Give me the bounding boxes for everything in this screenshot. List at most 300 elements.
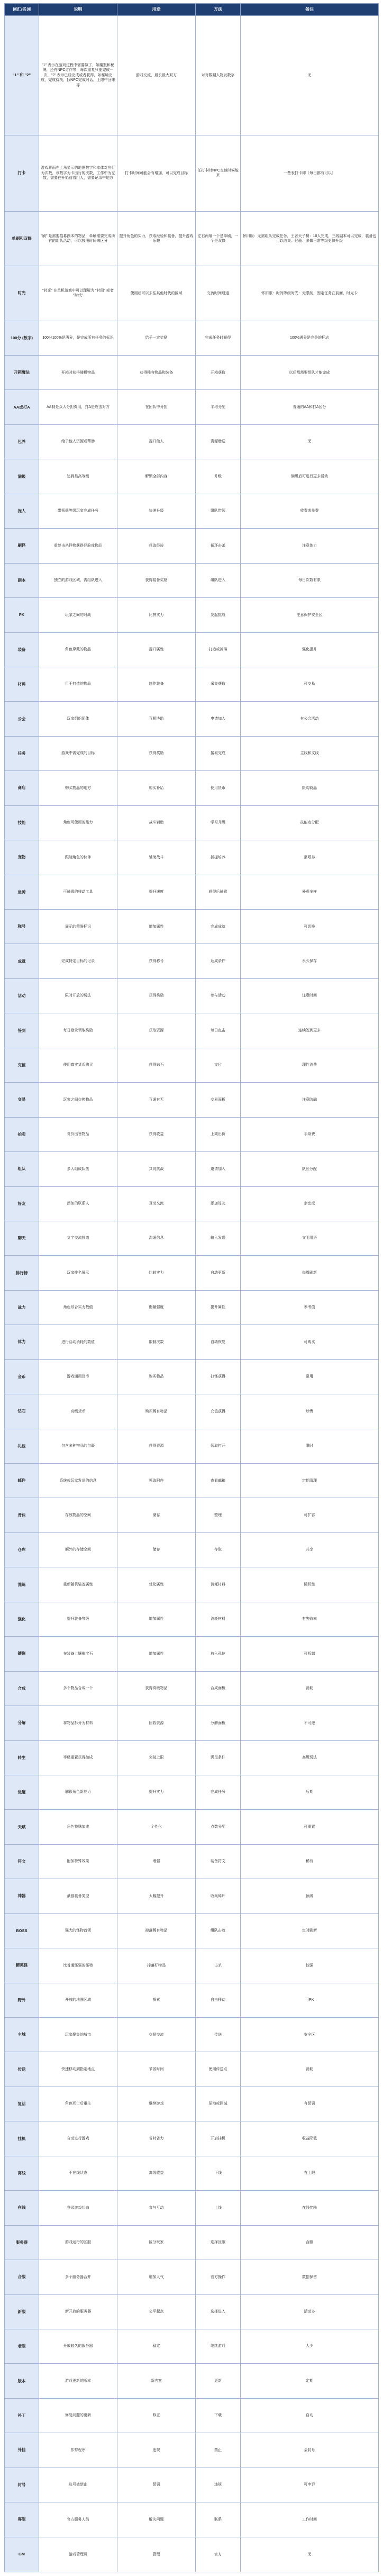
table-row bbox=[5, 424, 379, 459]
cell-method: 完成成就 bbox=[196, 910, 241, 944]
cell-note: 每日次数有限 bbox=[241, 563, 379, 597]
cell-method: 联系 bbox=[196, 2502, 241, 2537]
cell-note: 可购买 bbox=[241, 1325, 379, 1359]
cell-note: 高级玩法 bbox=[241, 1740, 379, 1775]
cell-method: 开启挂机 bbox=[196, 2121, 241, 2156]
cell-method: 组队进入 bbox=[196, 563, 241, 597]
cell-term: 分解 bbox=[5, 1706, 39, 1740]
cell-use: 解决问题 bbox=[117, 2502, 196, 2537]
cell-term: 仓库 bbox=[5, 1532, 39, 1567]
cell-method: 组队带领 bbox=[196, 494, 241, 528]
table-row bbox=[5, 1359, 379, 1394]
cell-note: 可扩容 bbox=[241, 1498, 379, 1532]
cell-desc: 游戏运行的区服 bbox=[39, 2225, 117, 2260]
cell-method: 交易面板 bbox=[196, 1083, 241, 1117]
cell-note: 以后都需要组队才能完成 bbox=[241, 356, 379, 390]
cell-use: 获得钻石 bbox=[117, 1048, 196, 1082]
cell-method: 每日点击 bbox=[196, 1013, 241, 1048]
cell-use: 获取资源 bbox=[117, 1013, 196, 1048]
cell-use: 获得稀有物品和装备 bbox=[117, 356, 196, 390]
cell-use: 获得高级物品 bbox=[117, 1671, 196, 1706]
cell-desc: 作弊程序 bbox=[39, 2433, 117, 2468]
cell-use: 大幅提升 bbox=[117, 1879, 196, 1913]
cell-desc: 开箱时获得随机物品 bbox=[39, 356, 117, 390]
cell-term: 坐骑 bbox=[5, 875, 39, 909]
cell-term: 100分 (数字) bbox=[5, 321, 39, 355]
cell-note: 可重置 bbox=[241, 1810, 379, 1844]
cell-use: 公平起点 bbox=[117, 2294, 196, 2329]
cell-note: 定时刷新 bbox=[241, 1913, 379, 1948]
table-row bbox=[5, 2018, 379, 2052]
cell-desc: 游戏管理员 bbox=[39, 2537, 117, 2572]
cell-note: 连续签到更多 bbox=[241, 1013, 379, 1048]
cell-desc: 开放的地图区域 bbox=[39, 1983, 117, 2017]
cell-desc: 玩家之间的对战 bbox=[39, 598, 117, 632]
cell-desc: 最强装备类型 bbox=[39, 1879, 117, 1913]
cell-desc: 重新随机装备属性 bbox=[39, 1567, 117, 1602]
cell-term: 神器 bbox=[5, 1879, 39, 1913]
cell-term: 邮件 bbox=[5, 1464, 39, 1498]
cell-term: 挂机 bbox=[5, 2121, 39, 2156]
cell-note: 限购商品 bbox=[241, 771, 379, 805]
cell-method: 禁止 bbox=[196, 2433, 241, 2468]
cell-method: 接取完成 bbox=[196, 736, 241, 770]
cell-use: 惩罚 bbox=[117, 2468, 196, 2502]
table-row bbox=[5, 1290, 379, 1325]
cell-method: 选择区服 bbox=[196, 2225, 241, 2260]
cell-method: 资源赠送 bbox=[196, 424, 241, 459]
cell-method: 提升属性 bbox=[196, 1290, 241, 1325]
cell-use: 打卡时间可能会有增加，可以完成目标 bbox=[117, 135, 196, 211]
cell-note: 注意时间 bbox=[241, 978, 379, 1013]
cell-note: 有失败率 bbox=[241, 1602, 379, 1636]
table-row bbox=[5, 736, 379, 770]
cell-note: 活动多 bbox=[241, 2294, 379, 2329]
cell-method: 完成任务 bbox=[196, 1775, 241, 1809]
cell-note: 有惩罚 bbox=[241, 2087, 379, 2121]
cell-desc: 展示的荣誉标识 bbox=[39, 910, 117, 944]
cell-desc: 使用真实货币购买 bbox=[39, 1048, 117, 1082]
cell-method: 开箱获取 bbox=[196, 356, 241, 390]
cell-term: 刷怪 bbox=[5, 529, 39, 563]
cell-method: 下线 bbox=[196, 2156, 241, 2190]
cell-use: 互相协助 bbox=[117, 702, 196, 736]
cell-term: 金币 bbox=[5, 1359, 39, 1394]
cell-note: 可申诉 bbox=[241, 2468, 379, 2502]
cell-term: 觉醒 bbox=[5, 1775, 39, 1809]
cell-term: 洗练 bbox=[5, 1567, 39, 1602]
cell-term: 复活 bbox=[5, 2087, 39, 2121]
cell-method: 消耗材料 bbox=[196, 1602, 241, 1636]
cell-term: 称号 bbox=[5, 910, 39, 944]
cell-use: 省时省力 bbox=[117, 2121, 196, 2156]
cell-desc: 快速移动到指定地点 bbox=[39, 2052, 117, 2087]
cell-note: 可切换 bbox=[241, 910, 379, 944]
cell-method: 放入孔位 bbox=[196, 1637, 241, 1671]
table-row bbox=[5, 1948, 379, 1983]
cell-desc: 进行活动消耗的数值 bbox=[39, 1325, 117, 1359]
header-note: 备注 bbox=[241, 4, 379, 16]
table-row bbox=[5, 1532, 379, 1567]
cell-desc: 完成特定目标的记录 bbox=[39, 944, 117, 978]
cell-desc: 游戏更新的版本 bbox=[39, 2364, 117, 2398]
cell-term: 战力 bbox=[5, 1290, 39, 1325]
cell-desc: 可骑乘的移动工具 bbox=[39, 875, 117, 909]
cell-desc: 修复问题的更新 bbox=[39, 2398, 117, 2433]
cell-method: 学习升级 bbox=[196, 805, 241, 840]
table-row bbox=[5, 2225, 379, 2260]
table-row bbox=[5, 910, 379, 944]
table-row bbox=[5, 771, 379, 805]
table-row bbox=[5, 563, 379, 597]
cell-term: 组队 bbox=[5, 1152, 39, 1186]
cell-use: 获得称号 bbox=[117, 944, 196, 978]
cell-use: 修正 bbox=[117, 2398, 196, 2433]
cell-use: 获得收益 bbox=[117, 1117, 196, 1151]
glossary-table bbox=[4, 3, 379, 2572]
cell-desc: 每日登录领取奖励 bbox=[39, 1013, 117, 1048]
table-row bbox=[5, 2468, 379, 2502]
cell-method: 对对数帽人物发数字 bbox=[196, 16, 241, 135]
table-row bbox=[5, 1394, 379, 1429]
cell-desc: 文字交流频道 bbox=[39, 1221, 117, 1255]
cell-method: 存取 bbox=[196, 1532, 241, 1567]
cell-term: 活动 bbox=[5, 978, 39, 1013]
table-row bbox=[5, 529, 379, 563]
cell-method: 邀请加入 bbox=[196, 1152, 241, 1186]
cell-use: 继续游戏 bbox=[117, 2087, 196, 2121]
table-row bbox=[5, 356, 379, 390]
cell-term: 排行榜 bbox=[5, 1256, 39, 1290]
cell-use: 战斗辅助 bbox=[117, 805, 196, 840]
cell-term: 装备 bbox=[5, 632, 39, 667]
cell-desc: 重复击杀怪物获得经验或物品 bbox=[39, 529, 117, 563]
cell-desc: 限时开放的玩法 bbox=[39, 978, 117, 1013]
cell-desc: AA制是众人分担费用，打A是攻击对方 bbox=[39, 390, 117, 424]
table-row bbox=[5, 1048, 379, 1082]
cell-use: 储存 bbox=[117, 1498, 196, 1532]
cell-term: AA或打A bbox=[5, 390, 39, 424]
table-row bbox=[5, 494, 379, 528]
cell-method: 查看邮箱 bbox=[196, 1464, 241, 1498]
table-row bbox=[5, 135, 379, 211]
cell-note: 永久保存 bbox=[241, 944, 379, 978]
table-row bbox=[5, 1706, 379, 1740]
table-row bbox=[5, 1844, 379, 1879]
table-row bbox=[5, 1637, 379, 1671]
cell-desc: 比普通怪强的怪物 bbox=[39, 1948, 117, 1983]
table-row bbox=[5, 1013, 379, 1048]
cell-use: 提升属性 bbox=[117, 632, 196, 667]
cell-term: 满级 bbox=[5, 459, 39, 494]
cell-method: 违规 bbox=[196, 2468, 241, 2502]
cell-note: 手续费 bbox=[241, 1117, 379, 1151]
cell-method: 领取打开 bbox=[196, 1429, 241, 1463]
cell-term: 材料 bbox=[5, 667, 39, 701]
cell-method: 添加好友 bbox=[196, 1186, 241, 1221]
cell-note: 每周刷新 bbox=[241, 1256, 379, 1290]
cell-note: 100%满分是完美的标志 bbox=[241, 321, 379, 355]
cell-use: 提升他人 bbox=[117, 424, 196, 459]
cell-method: 选择进入 bbox=[196, 2294, 241, 2329]
cell-note: 可PK bbox=[241, 1983, 379, 2017]
cell-use: 稳定 bbox=[117, 2329, 196, 2363]
cell-use: 个性化 bbox=[117, 1810, 196, 1844]
cell-desc: 给予他人资源或帮助 bbox=[39, 424, 117, 459]
cell-desc: 竞价出售物品 bbox=[39, 1117, 117, 1151]
cell-method: 交流时间通道 bbox=[196, 266, 241, 321]
cell-method: 收集碎片 bbox=[196, 1879, 241, 1913]
cell-term: 体力 bbox=[5, 1325, 39, 1359]
cell-note: 亲密度 bbox=[241, 1186, 379, 1221]
table-row bbox=[5, 390, 379, 424]
cell-method: 上线 bbox=[196, 2191, 241, 2225]
cell-method: 更新 bbox=[196, 2364, 241, 2398]
cell-method: 上架出价 bbox=[196, 1117, 241, 1151]
cell-use: 辅助战斗 bbox=[117, 840, 196, 875]
cell-method: 使用传送点 bbox=[196, 2052, 241, 2087]
table-row bbox=[5, 2502, 379, 2537]
cell-method: 点数分配 bbox=[196, 1810, 241, 1844]
cell-desc: 高级货币 bbox=[39, 1394, 117, 1429]
cell-note: 理性消费 bbox=[241, 1048, 379, 1082]
cell-use: 限制次数 bbox=[117, 1325, 196, 1359]
cell-term: 钻石 bbox=[5, 1394, 39, 1429]
cell-use: 增强 bbox=[117, 1844, 196, 1879]
cell-method: 任打卡时NPC交谈时候能来 bbox=[196, 135, 241, 211]
cell-desc: "时光" 在单机游戏中可以理解为 "时间" 或者 "时代" bbox=[39, 266, 117, 321]
cell-note: 较强 bbox=[241, 1948, 379, 1983]
cell-method: 下载 bbox=[196, 2398, 241, 2433]
table-row bbox=[5, 321, 379, 355]
cell-desc: 角色综合实力数值 bbox=[39, 1290, 117, 1325]
cell-method: 传送 bbox=[196, 2018, 241, 2052]
cell-use: 在团队中分担 bbox=[117, 390, 196, 424]
table-row bbox=[5, 805, 379, 840]
cell-note: 主线和支线 bbox=[241, 736, 379, 770]
cell-desc: 多个物品合成一个 bbox=[39, 1671, 117, 1706]
table-row bbox=[5, 632, 379, 667]
cell-use: 优化属性 bbox=[117, 1567, 196, 1602]
cell-desc: 新开放的服务器 bbox=[39, 2294, 117, 2329]
cell-method: 消耗材料 bbox=[196, 1567, 241, 1602]
table-row bbox=[5, 459, 379, 494]
cell-note: 自动 bbox=[241, 2398, 379, 2433]
header-term: 词汇/名词 bbox=[5, 4, 39, 16]
cell-note: 可拆卸 bbox=[241, 1637, 379, 1671]
cell-method: 左右两端一个是单刷，一个是双修 bbox=[196, 211, 241, 266]
cell-desc: 在装备上镶嵌宝石 bbox=[39, 1637, 117, 1671]
cell-term: 客服 bbox=[5, 2502, 39, 2537]
cell-use: 提升实力 bbox=[117, 1775, 196, 1809]
cell-method: 充值获得 bbox=[196, 1394, 241, 1429]
cell-desc: 角色可使用的能力 bbox=[39, 805, 117, 840]
cell-use: 增加人气 bbox=[117, 2260, 196, 2294]
cell-method: 自动恢复 bbox=[196, 1325, 241, 1359]
cell-use: 离线收益 bbox=[117, 2156, 196, 2190]
cell-note: 技能点分配 bbox=[241, 805, 379, 840]
cell-note: 有上限 bbox=[241, 2156, 379, 2190]
cell-term: BOSS bbox=[5, 1913, 39, 1948]
glossary-body bbox=[5, 16, 379, 2572]
cell-use: 提升速度 bbox=[117, 875, 196, 909]
cell-note: 收益降低 bbox=[241, 2121, 379, 2156]
cell-term: 合服 bbox=[5, 2260, 39, 2294]
cell-term: 成就 bbox=[5, 944, 39, 978]
cell-term: 主城 bbox=[5, 2018, 39, 2052]
cell-term: 打卡 bbox=[5, 135, 39, 211]
table-row bbox=[5, 875, 379, 909]
cell-method: 参与活动 bbox=[196, 978, 241, 1013]
cell-use: 获得奖励 bbox=[117, 736, 196, 770]
cell-use: 突破上限 bbox=[117, 1740, 196, 1775]
cell-desc: 购买物品的地方 bbox=[39, 771, 117, 805]
cell-desc: 存放物品的空间 bbox=[39, 1498, 117, 1532]
header-use: 用途 bbox=[117, 4, 196, 16]
cell-note: 收费或免费 bbox=[241, 494, 379, 528]
cell-method: 原地或回城 bbox=[196, 2087, 241, 2121]
cell-method: 平均分配 bbox=[196, 390, 241, 424]
cell-note: 无 bbox=[241, 424, 379, 459]
cell-desc: 跟随角色的伙伴 bbox=[39, 840, 117, 875]
cell-term: "1" 和 "2" bbox=[5, 16, 39, 135]
cell-term: 符文 bbox=[5, 1844, 39, 1879]
cell-desc: 玩家之间交换物品 bbox=[39, 1083, 117, 1117]
cell-term: 在线 bbox=[5, 2191, 39, 2225]
cell-use: 沟通信息 bbox=[117, 1221, 196, 1255]
cell-note: 后期 bbox=[241, 1775, 379, 1809]
cell-method: 击杀 bbox=[196, 1948, 241, 1983]
cell-method: 分解面板 bbox=[196, 1706, 241, 1740]
cell-term: 公会 bbox=[5, 702, 39, 736]
cell-use: 获得资源 bbox=[117, 1429, 196, 1463]
cell-term: 外挂 bbox=[5, 2433, 39, 2468]
table-row bbox=[5, 266, 379, 321]
cell-desc: 100分100%是满分，是完成所有任务的标识 bbox=[39, 321, 117, 355]
table-row bbox=[5, 840, 379, 875]
cell-note: 会封号 bbox=[241, 2433, 379, 2468]
cell-desc: 账号被禁止 bbox=[39, 2468, 117, 2502]
cell-desc: 系统或玩家发送的信息 bbox=[39, 1464, 117, 1498]
cell-method: 满足条件 bbox=[196, 1740, 241, 1775]
cell-term: 传送 bbox=[5, 2052, 39, 2087]
cell-method: 发起挑战 bbox=[196, 598, 241, 632]
cell-desc: 多个服务器合并 bbox=[39, 2260, 117, 2294]
cell-desc: 游戏界面在上角显示的地图数字和本体对应行为次数，该数字为卡出行的次数，工作中为左数，需要在开始前看门人，需要记录中地方 bbox=[39, 135, 117, 211]
cell-desc: 登录游戏状态 bbox=[39, 2191, 117, 2225]
cell-use: 新内容 bbox=[117, 2364, 196, 2398]
cell-desc: 用于打造的物品 bbox=[39, 667, 117, 701]
cell-use: 区分玩家 bbox=[117, 2225, 196, 2260]
cell-method: 自动更新 bbox=[196, 1256, 241, 1290]
cell-note: 外观多样 bbox=[241, 875, 379, 909]
cell-desc: 额外的存储空间 bbox=[39, 1532, 117, 1567]
cell-note: 普通的AA和打A区分 bbox=[241, 390, 379, 424]
table-row bbox=[5, 1567, 379, 1602]
cell-desc: 玩家组织团体 bbox=[39, 702, 117, 736]
cell-desc: 角色特殊加成 bbox=[39, 1810, 117, 1844]
cell-note: 有公会活动 bbox=[241, 702, 379, 736]
cell-term: 版本 bbox=[5, 2364, 39, 2398]
cell-note: 安全区 bbox=[241, 2018, 379, 2052]
cell-use: 参与互动 bbox=[117, 2191, 196, 2225]
cell-desc: 包含多种物品的包裹 bbox=[39, 1429, 117, 1463]
cell-method: 支付 bbox=[196, 1048, 241, 1082]
cell-term: 技能 bbox=[5, 805, 39, 840]
cell-note: 在线奖励 bbox=[241, 2191, 379, 2225]
cell-note: 定期 bbox=[241, 2364, 379, 2398]
cell-method: 官方操作 bbox=[196, 2260, 241, 2294]
cell-desc: 角色穿戴的物品 bbox=[39, 632, 117, 667]
table-row bbox=[5, 2087, 379, 2121]
cell-note: 注意保护安全区 bbox=[241, 598, 379, 632]
header-row bbox=[5, 4, 379, 16]
table-row bbox=[5, 16, 379, 135]
cell-use: 衡量强度 bbox=[117, 1290, 196, 1325]
table-row bbox=[5, 1152, 379, 1186]
cell-note: 无 bbox=[241, 2537, 379, 2572]
cell-term: 包养 bbox=[5, 424, 39, 459]
cell-note: 顶级 bbox=[241, 1879, 379, 1913]
cell-desc: 多人组成队伍 bbox=[39, 1152, 117, 1186]
cell-note: 注意体力 bbox=[241, 529, 379, 563]
cell-use: 使用后可以去往其他时代的区域 bbox=[117, 266, 196, 321]
header-desc: 说明 bbox=[39, 4, 117, 16]
cell-term: PK bbox=[5, 598, 39, 632]
cell-term: 老服 bbox=[5, 2329, 39, 2363]
cell-method: 打怪获得 bbox=[196, 1359, 241, 1394]
cell-desc: "刷" 是需要招募副本的物品，单刷需要完成所有的组队活动，可以按照时间来区分 bbox=[39, 211, 117, 266]
cell-note: 怀旧服：时间等级时光：无限制，固定任务在前面，时光卡 bbox=[241, 266, 379, 321]
cell-desc: 玩家聚集的城市 bbox=[39, 2018, 117, 2052]
cell-note: 需喂养 bbox=[241, 840, 379, 875]
cell-use: 比拼实力 bbox=[117, 598, 196, 632]
table-row bbox=[5, 1186, 379, 1221]
table-row bbox=[5, 2433, 379, 2468]
cell-term: 离线 bbox=[5, 2156, 39, 2190]
table-row bbox=[5, 2537, 379, 2572]
cell-term: 商店 bbox=[5, 771, 39, 805]
table-row bbox=[5, 1498, 379, 1532]
cell-term: 转生 bbox=[5, 1740, 39, 1775]
table-row bbox=[5, 1256, 379, 1290]
cell-term: 封号 bbox=[5, 2468, 39, 2502]
cell-desc: 自动进行游戏 bbox=[39, 2121, 117, 2156]
cell-note: 队长分配 bbox=[241, 1152, 379, 1186]
table-row bbox=[5, 598, 379, 632]
table-row bbox=[5, 2121, 379, 2156]
cell-desc: 官方服务人员 bbox=[39, 2502, 117, 2537]
cell-method: 输入发送 bbox=[196, 1221, 241, 1255]
cell-note: 珍贵 bbox=[241, 1394, 379, 1429]
cell-note: 怀旧服：无需组队完成任务，王者天子榜：10人完成，三线副本可以完成，装备也可以收集。经验：多做日常等级更快升级 bbox=[241, 211, 379, 266]
cell-note: 强化提升 bbox=[241, 632, 379, 667]
cell-desc: 等级重置获得加成 bbox=[39, 1740, 117, 1775]
cell-note: 满级后可进行更多活动 bbox=[241, 459, 379, 494]
cell-use: 提升角色的实力，获取经验和装备，提升游戏乐趣 bbox=[117, 211, 196, 266]
cell-note: 文明用语 bbox=[241, 1221, 379, 1255]
cell-desc: 开放较久的服务器 bbox=[39, 2329, 117, 2363]
cell-term: 背包 bbox=[5, 1498, 39, 1532]
cell-method: 合成面板 bbox=[196, 1671, 241, 1706]
cell-method: 获得后骑乘 bbox=[196, 875, 241, 909]
cell-method: 官方 bbox=[196, 2537, 241, 2572]
cell-method: 捕捉培养 bbox=[196, 840, 241, 875]
table-row bbox=[5, 2191, 379, 2225]
cell-use: 游戏交流，最长最大双方 bbox=[117, 16, 196, 135]
cell-use: 探索 bbox=[117, 1983, 196, 2017]
table-row bbox=[5, 702, 379, 736]
